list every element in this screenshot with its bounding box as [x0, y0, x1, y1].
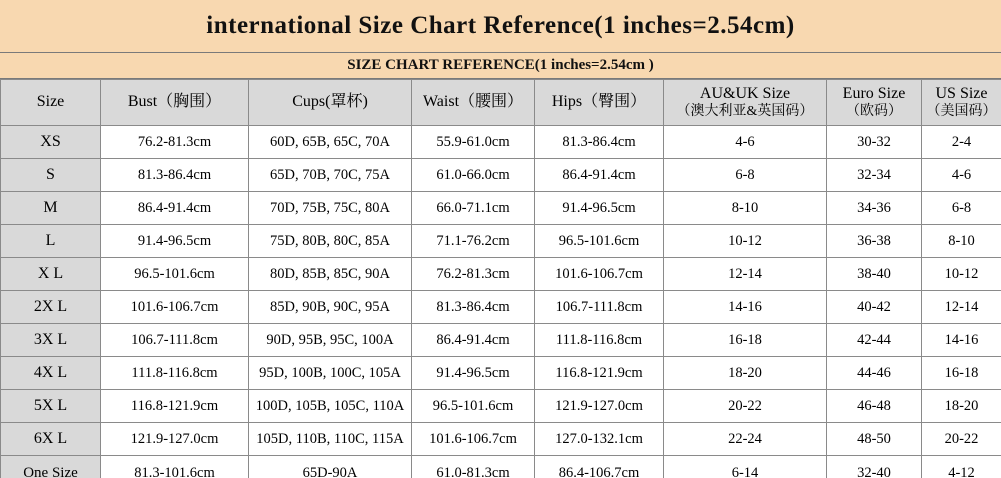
cell-bust: 96.5-101.6cm — [101, 258, 249, 291]
cell-auuk: 10-12 — [664, 225, 827, 258]
table-row — [1, 357, 1001, 390]
chart-subtitle-bar — [0, 52, 1001, 79]
table-body — [1, 126, 1001, 478]
table-row — [1, 456, 1001, 478]
page-subtitle: SIZE CHART REFERENCE(1 inches=2.54cm ) — [347, 57, 654, 73]
cell-waist: 91.4-96.5cm — [412, 357, 535, 390]
column-header-cups — [249, 80, 412, 126]
table-row — [1, 126, 1001, 159]
cell-cups: 100D, 105B, 105C, 110A — [249, 390, 412, 423]
cell-auuk: 6-8 — [664, 159, 827, 192]
cell-waist: 101.6-106.7cm — [412, 423, 535, 456]
cell-bust: 81.3-86.4cm — [101, 159, 249, 192]
cell-auuk: 6-14 — [664, 456, 827, 478]
cell-us: 4-6 — [922, 159, 1001, 192]
cell-us: 16-18 — [922, 357, 1001, 390]
table-row — [1, 258, 1001, 291]
column-header-waist-label: Waist（腰围） — [422, 93, 524, 111]
column-header-auuk-label-en: AU&UK Size — [699, 85, 791, 103]
column-header-hips — [535, 80, 664, 126]
cell-auuk: 18-20 — [664, 357, 827, 390]
cell-waist: 61.0-66.0cm — [412, 159, 535, 192]
column-header-size-label: Size — [36, 93, 65, 111]
column-header-us-label-en: US Size — [935, 85, 988, 103]
cell-auuk: 20-22 — [664, 390, 827, 423]
table-row — [1, 423, 1001, 456]
cell-size: One Size — [1, 456, 101, 478]
cell-bust: 91.4-96.5cm — [101, 225, 249, 258]
cell-bust: 81.3-101.6cm — [101, 456, 249, 478]
cell-us: 20-22 — [922, 423, 1001, 456]
cell-cups: 65D, 70B, 70C, 75A — [249, 159, 412, 192]
cell-size: M — [1, 192, 101, 225]
column-header-waist — [412, 80, 535, 126]
cell-cups: 90D, 95B, 95C, 100A — [249, 324, 412, 357]
cell-size: 2X L — [1, 291, 101, 324]
cell-auuk: 8-10 — [664, 192, 827, 225]
cell-hips: 86.4-91.4cm — [535, 159, 664, 192]
cell-cups: 75D, 80B, 80C, 85A — [249, 225, 412, 258]
cell-auuk: 12-14 — [664, 258, 827, 291]
cell-euro: 42-44 — [827, 324, 922, 357]
cell-size: 5X L — [1, 390, 101, 423]
column-header-cups-label: Cups(罩杯) — [292, 93, 368, 111]
cell-hips: 91.4-96.5cm — [535, 192, 664, 225]
cell-euro: 36-38 — [827, 225, 922, 258]
cell-auuk: 14-16 — [664, 291, 827, 324]
cell-waist: 61.0-81.3cm — [412, 456, 535, 478]
table-row — [1, 324, 1001, 357]
column-header-hips-label: Hips（臀围） — [551, 93, 647, 111]
cell-bust: 116.8-121.9cm — [101, 390, 249, 423]
table-row — [1, 192, 1001, 225]
cell-cups: 70D, 75B, 75C, 80A — [249, 192, 412, 225]
cell-euro: 48-50 — [827, 423, 922, 456]
cell-bust: 76.2-81.3cm — [101, 126, 249, 159]
cell-hips: 111.8-116.8cm — [535, 324, 664, 357]
cell-waist: 96.5-101.6cm — [412, 390, 535, 423]
page-title: international Size Chart Reference(1 inches=2.54cm) — [206, 12, 795, 39]
cell-waist: 76.2-81.3cm — [412, 258, 535, 291]
cell-cups: 80D, 85B, 85C, 90A — [249, 258, 412, 291]
cell-us: 2-4 — [922, 126, 1001, 159]
cell-cups: 105D, 110B, 110C, 115A — [249, 423, 412, 456]
cell-auuk: 22-24 — [664, 423, 827, 456]
cell-us: 18-20 — [922, 390, 1001, 423]
cell-hips: 121.9-127.0cm — [535, 390, 664, 423]
size-chart-table — [0, 79, 1001, 478]
cell-auuk: 4-6 — [664, 126, 827, 159]
cell-euro: 44-46 — [827, 357, 922, 390]
column-header-auuk — [664, 80, 827, 126]
cell-bust: 121.9-127.0cm — [101, 423, 249, 456]
cell-cups: 65D-90A — [249, 456, 412, 478]
cell-waist: 81.3-86.4cm — [412, 291, 535, 324]
column-header-us — [922, 80, 1001, 126]
cell-us: 8-10 — [922, 225, 1001, 258]
cell-us: 10-12 — [922, 258, 1001, 291]
table-header — [1, 80, 1001, 126]
cell-hips: 96.5-101.6cm — [535, 225, 664, 258]
cell-bust: 106.7-111.8cm — [101, 324, 249, 357]
cell-waist: 71.1-76.2cm — [412, 225, 535, 258]
cell-us: 14-16 — [922, 324, 1001, 357]
cell-euro: 38-40 — [827, 258, 922, 291]
column-header-euro — [827, 80, 922, 126]
table-row — [1, 390, 1001, 423]
cell-us: 6-8 — [922, 192, 1001, 225]
cell-size: 3X L — [1, 324, 101, 357]
cell-bust: 101.6-106.7cm — [101, 291, 249, 324]
table-row — [1, 225, 1001, 258]
cell-cups: 60D, 65B, 65C, 70A — [249, 126, 412, 159]
cell-hips: 81.3-86.4cm — [535, 126, 664, 159]
cell-hips: 106.7-111.8cm — [535, 291, 664, 324]
cell-size: 4X L — [1, 357, 101, 390]
column-header-euro-label-en: Euro Size — [842, 85, 906, 103]
cell-hips: 116.8-121.9cm — [535, 357, 664, 390]
table-row — [1, 291, 1001, 324]
cell-euro: 30-32 — [827, 126, 922, 159]
cell-size: L — [1, 225, 101, 258]
column-header-bust — [101, 80, 249, 126]
column-header-euro-label-cn: （欧码） — [846, 103, 902, 119]
cell-size: XS — [1, 126, 101, 159]
cell-hips: 101.6-106.7cm — [535, 258, 664, 291]
cell-size: X L — [1, 258, 101, 291]
chart-title-bar — [0, 0, 1001, 52]
cell-us: 4-12 — [922, 456, 1001, 478]
column-header-us-label-cn: （美国码） — [926, 103, 997, 119]
cell-waist: 86.4-91.4cm — [412, 324, 535, 357]
cell-hips: 86.4-106.7cm — [535, 456, 664, 478]
cell-euro: 32-34 — [827, 159, 922, 192]
column-header-auuk-label-cn: （澳大利亚&英国码） — [676, 103, 814, 119]
cell-bust: 86.4-91.4cm — [101, 192, 249, 225]
cell-waist: 55.9-61.0cm — [412, 126, 535, 159]
cell-euro: 46-48 — [827, 390, 922, 423]
cell-bust: 111.8-116.8cm — [101, 357, 249, 390]
cell-size: 6X L — [1, 423, 101, 456]
table-header-row — [1, 80, 1001, 126]
cell-size: S — [1, 159, 101, 192]
cell-cups: 95D, 100B, 100C, 105A — [249, 357, 412, 390]
column-header-size — [1, 80, 101, 126]
cell-euro: 40-42 — [827, 291, 922, 324]
table-row — [1, 159, 1001, 192]
cell-cups: 85D, 90B, 90C, 95A — [249, 291, 412, 324]
column-header-bust-label: Bust（胸围） — [127, 93, 222, 111]
cell-euro: 34-36 — [827, 192, 922, 225]
cell-waist: 66.0-71.1cm — [412, 192, 535, 225]
cell-hips: 127.0-132.1cm — [535, 423, 664, 456]
cell-auuk: 16-18 — [664, 324, 827, 357]
cell-us: 12-14 — [922, 291, 1001, 324]
cell-euro: 32-40 — [827, 456, 922, 478]
